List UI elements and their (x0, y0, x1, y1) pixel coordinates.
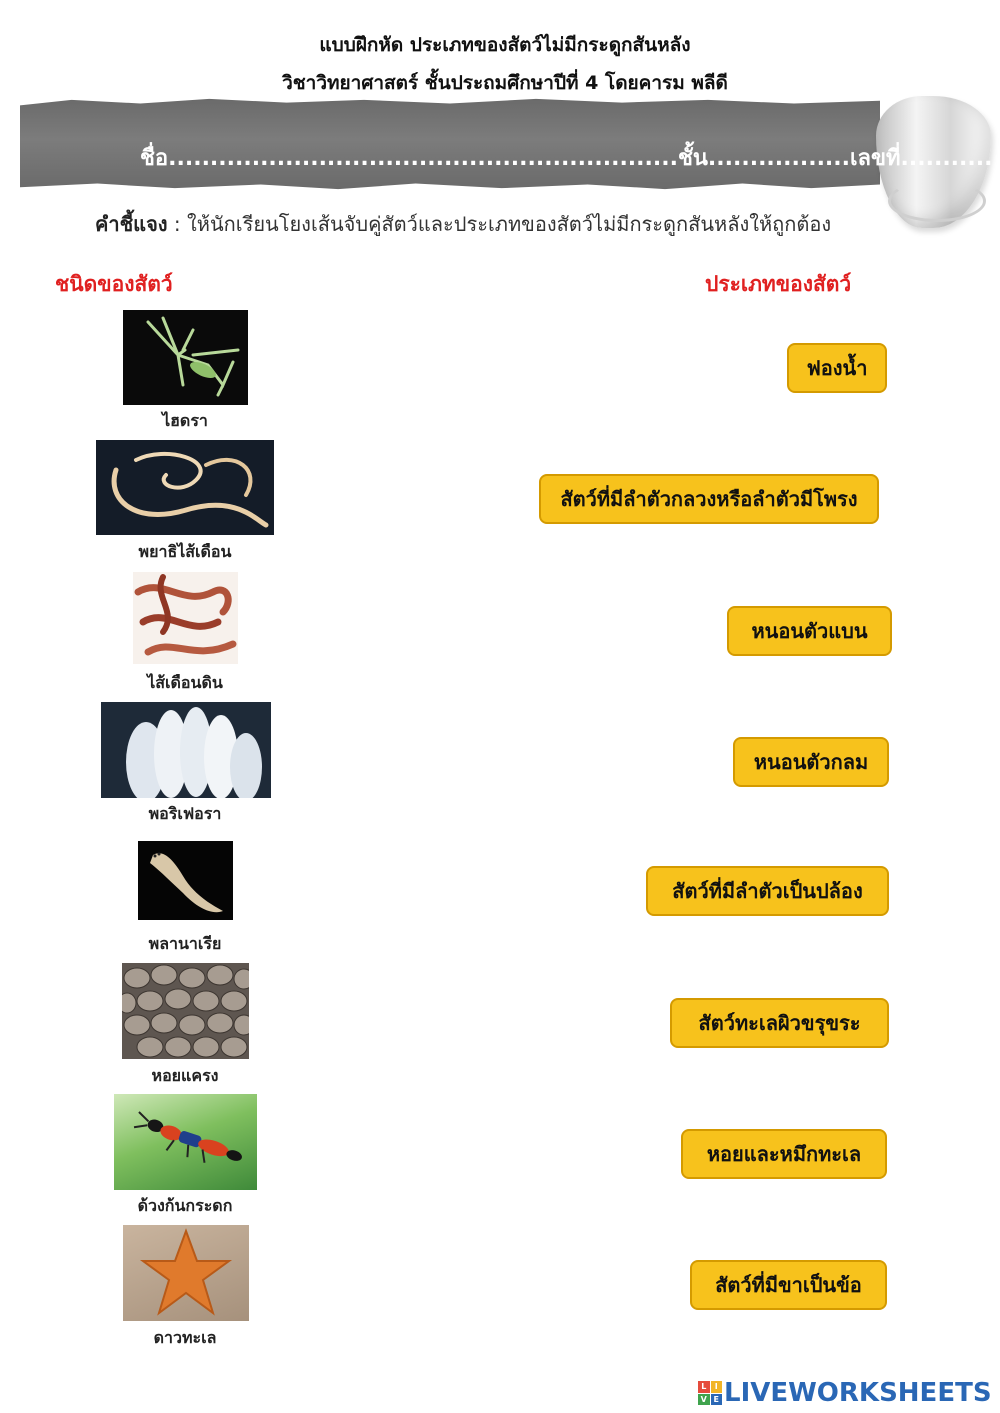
worksheet-subtitle: วิชาวิทยาศาสตร์ ชั้นประถมศึกษาปีที่ 4 โดยคารม พลีดี (282, 72, 728, 94)
category-box[interactable]: สัตว์ทะเลผิวขรุขระ (670, 998, 889, 1048)
sponge-photo[interactable] (101, 702, 271, 798)
category-box[interactable]: หนอนตัวแบน (727, 606, 892, 656)
animal-label: ดาวทะเล (153, 1328, 217, 1347)
instruction (95, 208, 831, 240)
earthworm-photo[interactable] (133, 572, 238, 664)
student-info-line: ชื่อ.............................................................ชั้น.................เลขที่........... (140, 146, 993, 171)
rove-beetle-photo[interactable] (114, 1094, 257, 1190)
planaria-photo[interactable] (138, 841, 233, 920)
animal-label: หอยแครง (151, 1066, 219, 1085)
hydra-photo[interactable] (123, 310, 248, 405)
animal-label: ไส้เดือนดิน (147, 673, 223, 692)
animal-label: พยาธิไส้เดือน (138, 542, 232, 561)
liveworksheets-logo (698, 1378, 992, 1408)
category-box[interactable]: หอยและหมึกทะเล (681, 1129, 887, 1179)
category-column-heading: ประเภทของสัตว์ (705, 272, 852, 296)
animal-label: ด้วงก้นกระดก (137, 1196, 233, 1215)
category-box[interactable]: ฟองน้ำ (787, 343, 887, 393)
category-box[interactable]: สัตว์ที่มีลำตัวกลวงหรือลำตัวมีโพรง (539, 474, 879, 524)
paper-curl-edge (888, 180, 986, 222)
category-box[interactable]: สัตว์ที่มีขาเป็นข้อ (690, 1260, 887, 1310)
animal-label: พอริเฟอรา (148, 804, 222, 823)
animal-label: พลานาเรีย (148, 934, 222, 953)
roundworm-photo[interactable] (96, 440, 274, 535)
instruction-label: คำชี้แจง (95, 212, 168, 236)
cockle-photo[interactable] (122, 963, 249, 1059)
starfish-photo[interactable] (123, 1225, 249, 1321)
logo-text: LIVEWORKSHEETS (724, 1378, 992, 1408)
instruction-text: : ให้นักเรียนโยงเส้นจับคู่สัตว์และประเภทของสัตว์ไม่มีกระดูกสันหลังให้ถูกต้อง (167, 212, 832, 236)
category-box[interactable]: สัตว์ที่มีลำตัวเป็นปล้อง (646, 866, 889, 916)
category-box[interactable]: หนอนตัวกลม (733, 737, 889, 787)
logo-mark-icon: L I V E (698, 1381, 722, 1405)
animal-column-heading: ชนิดของสัตว์ (55, 272, 173, 296)
animal-label: ไฮดรา (162, 411, 208, 430)
worksheet-title: แบบฝึกหัด ประเภทของสัตว์ไม่มีกระดูกสันหลัง (319, 34, 691, 56)
